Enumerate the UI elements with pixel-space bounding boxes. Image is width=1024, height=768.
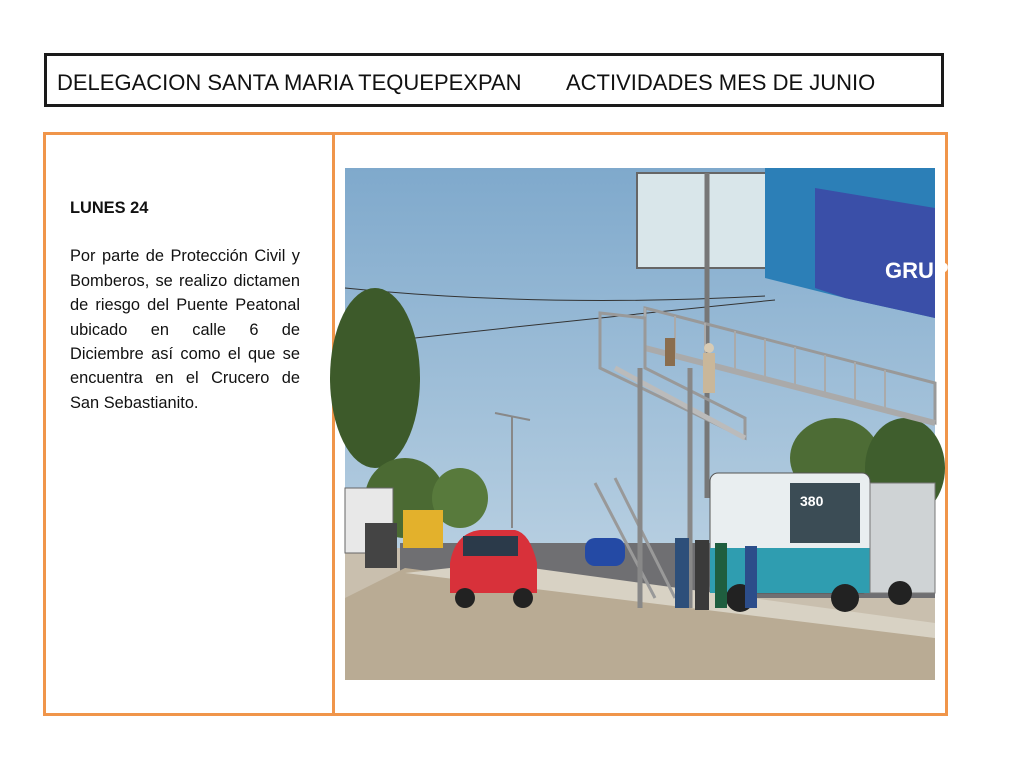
bus-number: 380	[800, 493, 824, 509]
pedestrian-bridge-photo	[345, 168, 1019, 680]
tower-box	[637, 173, 767, 268]
activity-text	[70, 196, 300, 415]
delegation-title: DELEGACION SANTA MARIA TEQUEPEXPAN	[57, 70, 522, 95]
tree	[330, 288, 420, 468]
activity-description: Por parte de Protección Civil y Bomberos, se realizo dictamen de riesgo del Puente Peatonal ubicado en calle 6 de Diciembre así como el que se encuentra en el Crucero de San Sebastianito.	[70, 247, 300, 412]
header-box	[44, 53, 944, 107]
month-title: ACTIVIDADES MES DE JUNIO	[566, 70, 876, 95]
column-divider	[332, 132, 335, 716]
bus	[710, 473, 870, 612]
activity-day: LUNES 24	[70, 199, 149, 217]
billboard-label: GRUPO REC	[885, 258, 1019, 283]
photo-illustration	[345, 168, 1019, 680]
